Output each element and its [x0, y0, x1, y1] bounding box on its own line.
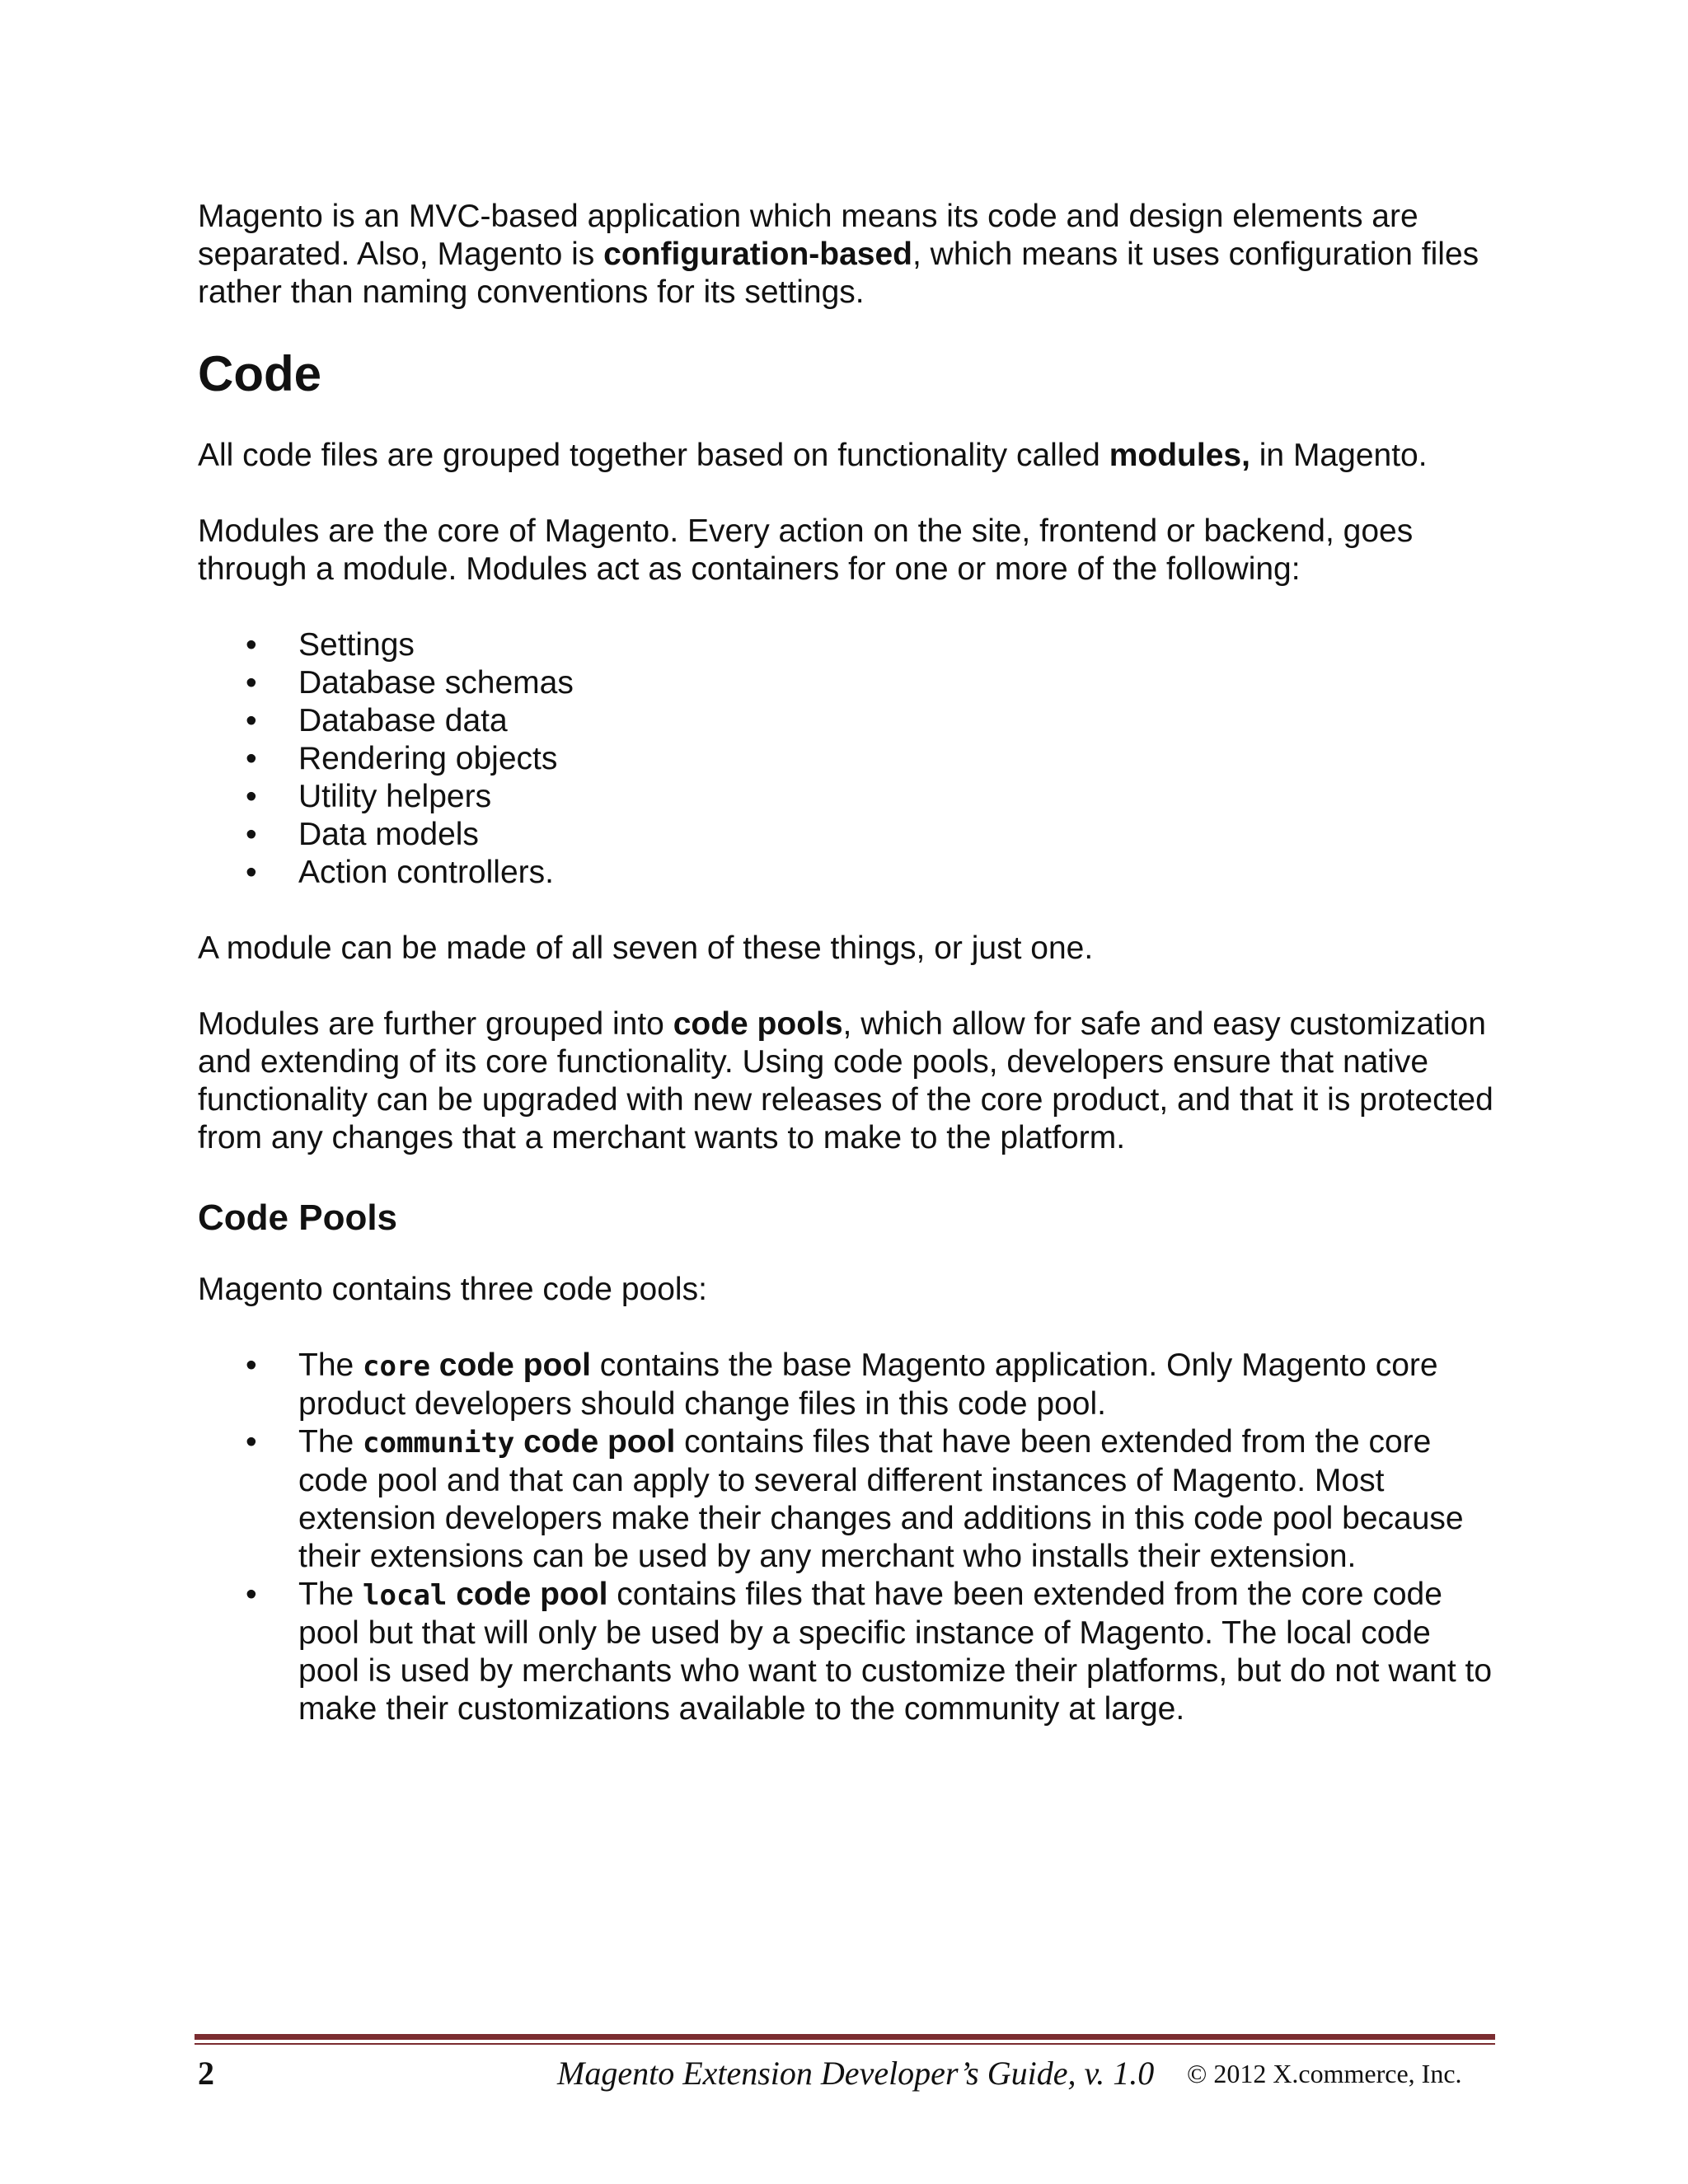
bullet-icon: • — [246, 1577, 257, 1612]
list-item — [198, 778, 1500, 816]
list-item-local-pool — [198, 1576, 1500, 1728]
modules-core-paragraph: Modules are the core of Magento. Every action on the site, frontend or backend, goes through a module. Modules act as containers for one or more of the following: — [198, 513, 1414, 587]
code-term: core — [363, 1350, 430, 1383]
section-heading-code: Code — [198, 346, 321, 401]
list-item — [198, 702, 1500, 740]
page-number: 2 — [198, 2055, 214, 2092]
intro-text: Magento is an MVC-based application which means its code and design elements are separated. Also, Magento is — [198, 199, 1418, 272]
bullet-icon: • — [246, 665, 257, 701]
seven-things-paragraph: A module can be made of all seven of these things, or just one. — [198, 930, 1094, 966]
code-pools-text: Modules are further grouped into — [198, 1006, 673, 1042]
bullet-icon: • — [246, 1424, 257, 1460]
item-prefix: The — [298, 1577, 363, 1612]
list-item — [198, 740, 1500, 778]
item-text: contains files that have been extended from the core code pool but that will only be used by a specific instance of Magento. The local code pool is used by merchants who want to customize their platforms, but do not want to make their customizations available to the community at large. — [298, 1577, 1493, 1727]
section-heading-code-pools: Code Pools — [198, 1197, 398, 1238]
intro-text-end: , which means it uses configuration files rather than naming conventions for its settings. — [198, 237, 1479, 310]
item-bold: code pool — [429, 1347, 591, 1383]
modules-paragraph — [198, 437, 1500, 475]
code-pools-text-end: , which allow for safe and easy customization and extending of its core functionality. Using code pools, developers ensure that native functionality can be upgraded with new releases of the core product, and that it is protected from any changes that a merchant wants to make to the platform. — [198, 1006, 1493, 1155]
code-pools-intro-paragraph — [198, 1005, 1500, 1157]
list-item-text: Action controllers. — [298, 855, 554, 890]
copyright-notice: © 2012 X.commerce, Inc. — [1187, 2059, 1462, 2088]
footer-rule — [195, 2034, 1495, 2040]
bullet-icon: • — [246, 855, 257, 890]
list-item-text: Utility helpers — [298, 779, 492, 814]
list-item-text: Data models — [298, 817, 479, 852]
list-item-community-pool — [198, 1423, 1500, 1576]
modules-text-end: in Magento. — [1250, 438, 1428, 473]
list-item-text: Database schemas — [298, 665, 574, 701]
item-prefix: The — [298, 1424, 363, 1460]
bullet-icon: • — [246, 703, 257, 738]
list-item-text: Settings — [298, 627, 415, 663]
bullet-icon: • — [246, 1347, 257, 1383]
item-text: contains files that have been extended from the core code pool and that can apply to several different instances of Magento. Most extension developers make their changes and additions in this code pool because their extensions can be used by any merchant who installs their extension. — [298, 1424, 1464, 1574]
item-bold: code pool — [514, 1424, 676, 1460]
page-footer — [198, 2054, 1495, 2103]
list-item — [198, 854, 1500, 892]
intro-bold-term: configuration-based — [603, 237, 912, 272]
footer-rule-thin — [195, 2043, 1495, 2045]
modules-bold-term: modules, — [1109, 438, 1250, 473]
bullet-icon: • — [246, 627, 257, 663]
item-prefix: The — [298, 1347, 363, 1383]
list-item-text: Database data — [298, 703, 508, 738]
list-item — [198, 626, 1500, 664]
item-bold: code pool — [447, 1577, 608, 1612]
code-term: community — [363, 1427, 515, 1460]
bullet-icon: • — [246, 817, 257, 852]
code-term: local — [363, 1579, 448, 1612]
document-body — [198, 198, 1500, 1766]
code-pools-count-paragraph: Magento contains three code pools: — [198, 1272, 707, 1307]
code-pools-list — [198, 1347, 1500, 1728]
guide-title: Magento Extension Developer’s Guide, v. 1.0 — [557, 2055, 1155, 2092]
item-text: contains the base Magento application. Only Magento core product developers should change files in this code pool. — [298, 1347, 1438, 1422]
list-item-core-pool — [198, 1347, 1500, 1423]
intro-paragraph — [198, 198, 1500, 312]
bullet-icon: • — [246, 779, 257, 814]
bullet-icon: • — [246, 741, 257, 776]
module-contents-list — [198, 626, 1500, 892]
list-item — [198, 816, 1500, 854]
code-pools-bold-term: code pools — [673, 1006, 843, 1042]
list-item — [198, 664, 1500, 702]
modules-text: All code files are grouped together based on functionality called — [198, 438, 1109, 473]
list-item-text: Rendering objects — [298, 741, 558, 776]
